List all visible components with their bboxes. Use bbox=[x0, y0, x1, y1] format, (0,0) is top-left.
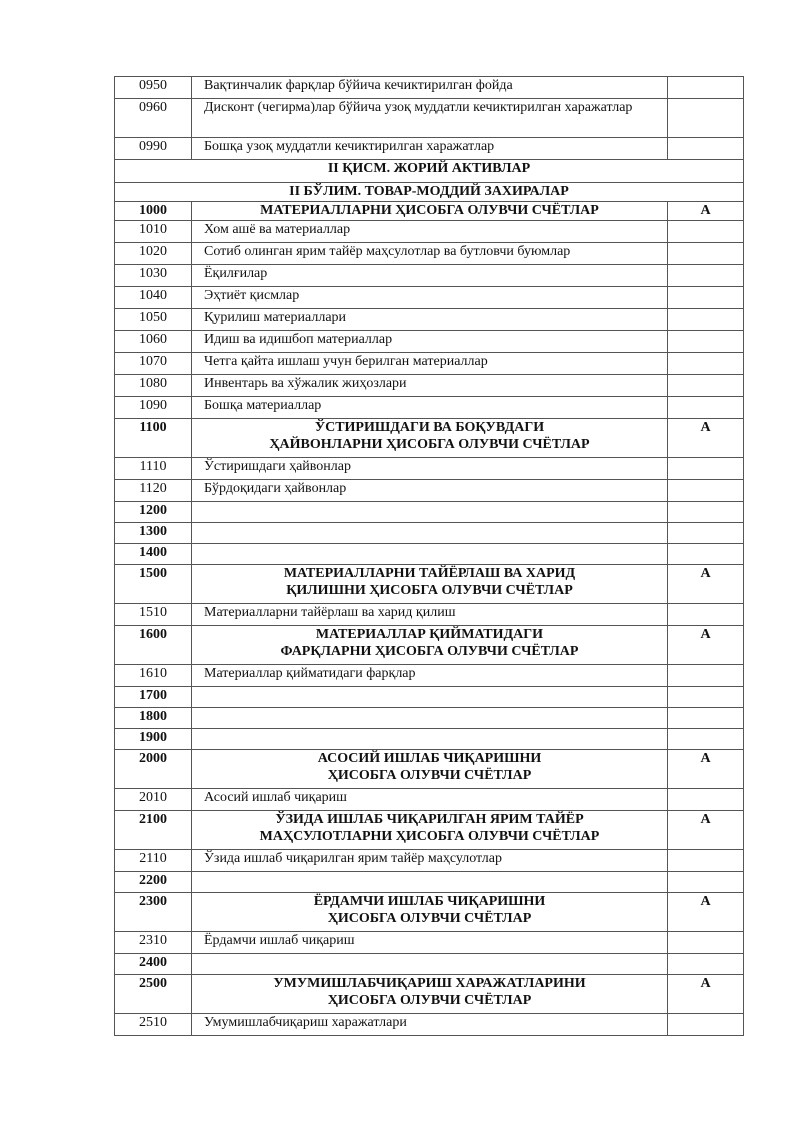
account-row bbox=[115, 1014, 744, 1036]
account-name bbox=[192, 565, 668, 604]
account-name bbox=[192, 729, 668, 750]
account-type bbox=[668, 729, 744, 750]
account-row bbox=[115, 729, 744, 750]
account-type bbox=[668, 353, 744, 375]
account-code: 1900 bbox=[115, 729, 192, 750]
account-group-row bbox=[115, 750, 744, 789]
section-title: II БЎЛИМ. ТОВАР-МОДДИЙ ЗАХИРАЛАР bbox=[115, 183, 744, 202]
account-type bbox=[668, 872, 744, 893]
account-group-row bbox=[115, 202, 744, 221]
account-name: Бошқа узоқ муддатли кечиктирилган харажатлар bbox=[192, 138, 668, 160]
account-row bbox=[115, 243, 744, 265]
account-type bbox=[668, 932, 744, 954]
account-name-line-2: ҲАЙВОНЛАРНИ ҲИСОБГА ОЛУВЧИ СЧЁТЛАР bbox=[269, 437, 590, 452]
account-name-line-2: ҲИСОБГА ОЛУВЧИ СЧЁТЛАР bbox=[327, 911, 532, 926]
account-name bbox=[192, 502, 668, 523]
account-code: 1120 bbox=[115, 480, 192, 502]
account-code: 0960 bbox=[115, 99, 192, 138]
account-name: Вақтинчалик фарқлар бўйича кечиктирилган фойда bbox=[192, 77, 668, 99]
account-type bbox=[668, 331, 744, 353]
account-name bbox=[192, 626, 668, 665]
account-code: 1110 bbox=[115, 458, 192, 480]
account-row bbox=[115, 502, 744, 523]
account-code: 1300 bbox=[115, 523, 192, 544]
account-code: 1600 bbox=[115, 626, 192, 665]
account-name bbox=[192, 708, 668, 729]
account-code: 0950 bbox=[115, 77, 192, 99]
account-name: Умумишлабчиқариш харажатлари bbox=[192, 1014, 668, 1036]
account-row bbox=[115, 287, 744, 309]
account-row bbox=[115, 687, 744, 708]
account-row bbox=[115, 265, 744, 287]
account-type bbox=[668, 397, 744, 419]
account-name bbox=[192, 872, 668, 893]
account-name: Инвентарь ва хўжалик жиҳозлари bbox=[192, 375, 668, 397]
account-code: 1800 bbox=[115, 708, 192, 729]
account-type bbox=[668, 265, 744, 287]
account-name bbox=[192, 523, 668, 544]
account-row bbox=[115, 221, 744, 243]
account-row bbox=[115, 954, 744, 975]
account-group-row bbox=[115, 419, 744, 458]
account-row bbox=[115, 353, 744, 375]
account-name-line-1: МАТЕРИАЛЛАРНИ ТАЙЁРЛАШ ВА ХАРИД bbox=[283, 566, 576, 581]
account-code: 2510 bbox=[115, 1014, 192, 1036]
account-group-row bbox=[115, 975, 744, 1014]
account-type: А bbox=[668, 565, 744, 604]
account-code: 2000 bbox=[115, 750, 192, 789]
account-row bbox=[115, 458, 744, 480]
account-name-line-1: ЎЗИДА ИШЛАБ ЧИҚАРИЛГАН ЯРИМ ТАЙЁР bbox=[275, 812, 584, 827]
account-code: 1060 bbox=[115, 331, 192, 353]
account-row bbox=[115, 375, 744, 397]
account-type bbox=[668, 687, 744, 708]
account-name-line-2: ҲИСОБГА ОЛУВЧИ СЧЁТЛАР bbox=[327, 993, 532, 1008]
account-code: 2200 bbox=[115, 872, 192, 893]
account-name-line-2: ҲИСОБГА ОЛУВЧИ СЧЁТЛАР bbox=[327, 768, 532, 783]
account-group-row bbox=[115, 893, 744, 932]
account-code: 2500 bbox=[115, 975, 192, 1014]
account-type bbox=[668, 375, 744, 397]
account-type: А bbox=[668, 893, 744, 932]
account-code: 1610 bbox=[115, 665, 192, 687]
account-row bbox=[115, 789, 744, 811]
account-code: 1000 bbox=[115, 202, 192, 221]
account-type: А bbox=[668, 419, 744, 458]
account-name-line-1: АСОСИЙ ИШЛАБ ЧИҚАРИШНИ bbox=[317, 751, 542, 766]
account-name bbox=[192, 975, 668, 1014]
account-name bbox=[192, 419, 668, 458]
account-row bbox=[115, 932, 744, 954]
account-code: 1700 bbox=[115, 687, 192, 708]
part-heading bbox=[115, 160, 744, 202]
account-code: 1010 bbox=[115, 221, 192, 243]
account-type bbox=[668, 99, 744, 138]
account-name-line-2: ҚИЛИШНИ ҲИСОБГА ОЛУВЧИ СЧЁТЛАР bbox=[286, 583, 573, 598]
account-name bbox=[192, 954, 668, 975]
inventory-accounts bbox=[115, 202, 744, 1036]
account-type bbox=[668, 77, 744, 99]
account-row bbox=[115, 480, 744, 502]
account-type bbox=[668, 502, 744, 523]
account-code: 1200 bbox=[115, 502, 192, 523]
account-name bbox=[192, 811, 668, 850]
account-name: Ёрдамчи ишлаб чиқариш bbox=[192, 932, 668, 954]
account-type bbox=[668, 287, 744, 309]
account-code: 1500 bbox=[115, 565, 192, 604]
account-row bbox=[115, 850, 744, 872]
account-name-line-2: МАҲСУЛОТЛАРНИ ҲИСОБГА ОЛУВЧИ СЧЁТЛАР bbox=[259, 829, 600, 844]
account-type bbox=[668, 544, 744, 565]
account-row bbox=[115, 872, 744, 893]
account-name: Ўзида ишлаб чиқарилган ярим тайёр маҳсулотлар bbox=[192, 850, 668, 872]
account-name-line-1: УМУМИШЛАБЧИҚАРИШ ХАРАЖАТЛАРИНИ bbox=[273, 976, 586, 991]
account-code: 1080 bbox=[115, 375, 192, 397]
account-code: 1040 bbox=[115, 287, 192, 309]
account-name bbox=[192, 544, 668, 565]
account-row bbox=[115, 544, 744, 565]
account-row bbox=[115, 604, 744, 626]
account-type bbox=[668, 138, 744, 160]
account-row bbox=[115, 77, 744, 99]
account-name: Идиш ва идишбоп материаллар bbox=[192, 331, 668, 353]
account-code: 1070 bbox=[115, 353, 192, 375]
account-code: 0990 bbox=[115, 138, 192, 160]
account-name bbox=[192, 750, 668, 789]
account-code: 1090 bbox=[115, 397, 192, 419]
account-code: 1100 bbox=[115, 419, 192, 458]
account-name bbox=[192, 687, 668, 708]
account-name: Бўрдоқидаги ҳайвонлар bbox=[192, 480, 668, 502]
account-name: Бошқа материаллар bbox=[192, 397, 668, 419]
account-type bbox=[668, 954, 744, 975]
account-row bbox=[115, 665, 744, 687]
account-code: 2310 bbox=[115, 932, 192, 954]
account-code: 2100 bbox=[115, 811, 192, 850]
account-name-line-1: ЁРДАМЧИ ИШЛАБ ЧИҚАРИШНИ bbox=[313, 894, 546, 909]
account-group-row bbox=[115, 565, 744, 604]
account-type bbox=[668, 243, 744, 265]
part-title: II ҚИСМ. ЖОРИЙ АКТИВЛАР bbox=[115, 160, 744, 183]
account-code: 2300 bbox=[115, 893, 192, 932]
account-name: Материаллар қийматидаги фарқлар bbox=[192, 665, 668, 687]
account-type bbox=[668, 604, 744, 626]
account-code: 1030 bbox=[115, 265, 192, 287]
account-type: А bbox=[668, 975, 744, 1014]
account-type bbox=[668, 1014, 744, 1036]
account-row bbox=[115, 708, 744, 729]
account-group-row bbox=[115, 626, 744, 665]
account-type bbox=[668, 458, 744, 480]
account-name: Четга қайта ишлаш учун берилган материаллар bbox=[192, 353, 668, 375]
account-name: Хом ашё ва материаллар bbox=[192, 221, 668, 243]
account-name-line-1: МАТЕРИАЛЛАР ҚИЙМАТИДАГИ bbox=[315, 627, 544, 642]
chart-of-accounts-table bbox=[114, 76, 744, 1036]
account-name: Эҳтиёт қисмлар bbox=[192, 287, 668, 309]
account-type bbox=[668, 850, 744, 872]
account-name: Сотиб олинган ярим тайёр маҳсулотлар ва бутловчи буюмлар bbox=[192, 243, 668, 265]
account-name: МАТЕРИАЛЛАРНИ ҲИСОБГА ОЛУВЧИ СЧЁТЛАР bbox=[192, 202, 668, 221]
account-code: 1510 bbox=[115, 604, 192, 626]
account-type: А bbox=[668, 626, 744, 665]
account-name: Ўстиришдаги ҳайвонлар bbox=[192, 458, 668, 480]
account-name: Дисконт (чегирма)лар бўйича узоқ муддатли кечиктирилган харажатлар bbox=[192, 99, 668, 138]
account-code: 1020 bbox=[115, 243, 192, 265]
account-code: 2110 bbox=[115, 850, 192, 872]
account-type bbox=[668, 480, 744, 502]
account-name: Ёқилғилар bbox=[192, 265, 668, 287]
account-type bbox=[668, 221, 744, 243]
account-type: А bbox=[668, 750, 744, 789]
long-term-rows bbox=[115, 77, 744, 160]
account-type: А bbox=[668, 811, 744, 850]
account-row bbox=[115, 331, 744, 353]
account-row bbox=[115, 138, 744, 160]
account-code: 1400 bbox=[115, 544, 192, 565]
account-name-line-1: ЎСТИРИШДАГИ ВА БОҚУВДАГИ bbox=[314, 420, 545, 435]
account-name: Асосий ишлаб чиқариш bbox=[192, 789, 668, 811]
account-name bbox=[192, 893, 668, 932]
account-type bbox=[668, 665, 744, 687]
account-row bbox=[115, 309, 744, 331]
account-row bbox=[115, 99, 744, 138]
account-type bbox=[668, 789, 744, 811]
account-group-row bbox=[115, 811, 744, 850]
account-name-line-2: ФАРҚЛАРНИ ҲИСОБГА ОЛУВЧИ СЧЁТЛАР bbox=[280, 644, 579, 659]
account-name: Материалларни тайёрлаш ва харид қилиш bbox=[192, 604, 668, 626]
account-type: А bbox=[668, 202, 744, 221]
account-code: 1050 bbox=[115, 309, 192, 331]
account-name: Қурилиш материаллари bbox=[192, 309, 668, 331]
account-type bbox=[668, 309, 744, 331]
account-row bbox=[115, 523, 744, 544]
account-type bbox=[668, 708, 744, 729]
account-code: 2400 bbox=[115, 954, 192, 975]
account-row bbox=[115, 397, 744, 419]
account-code: 2010 bbox=[115, 789, 192, 811]
account-type bbox=[668, 523, 744, 544]
